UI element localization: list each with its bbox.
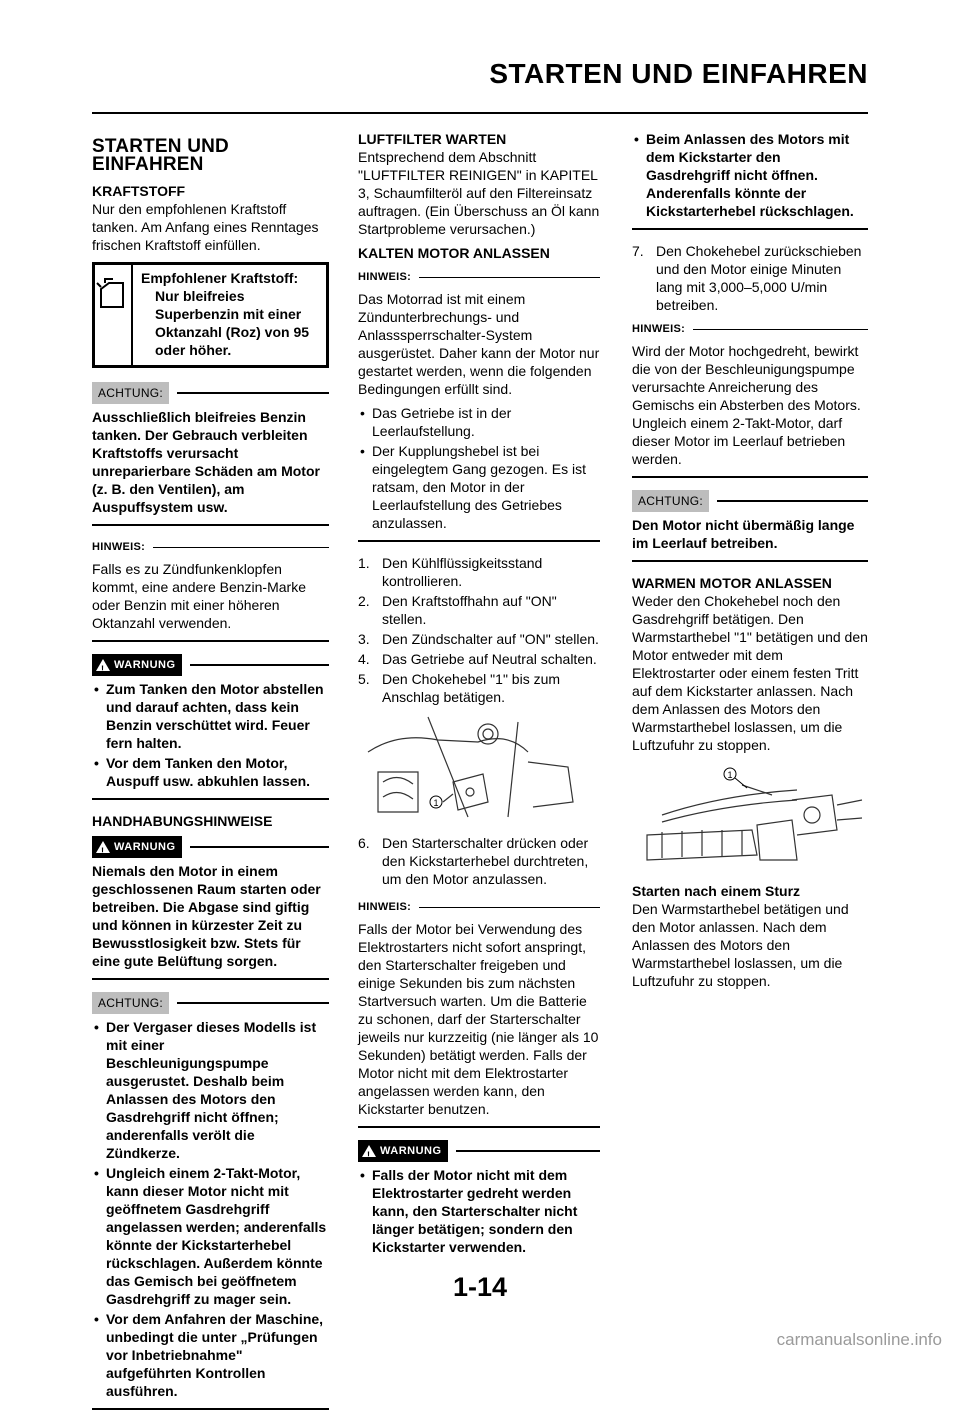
step-list-3 bbox=[632, 242, 868, 314]
section-title: STARTEN UND EINFAHREN bbox=[92, 136, 229, 175]
sturz-heading: Starten nach einem Sturz bbox=[632, 883, 801, 899]
step-item: 2. Den Kraftstoffhahn auf "ON" stellen. bbox=[358, 593, 557, 627]
hinweis-2-text: Das Motorrad ist mit einem Zündunterbrechungs- und Anlasssperrschalter-System ausgerüstet. Daher kann der Motor nur gestartet werden, wenn die folgenden Bedingungen erfüllt sind. bbox=[358, 291, 600, 397]
list-item: • Der Vergaser dieses Modells ist mit einer Beschleunigungspumpe ausgerustet. Deshalb beim Anlassen des Motors den Gasdrehgriff nicht öffnen; anderenfalls verölt die Zündkerze. bbox=[92, 1018, 329, 1162]
hinweis-2-list bbox=[358, 404, 600, 532]
warnung-notice-1 bbox=[92, 654, 329, 676]
achtung-badge: ACHTUNG: bbox=[92, 992, 169, 1014]
achtung-notice-3 bbox=[632, 490, 868, 512]
warning-triangle-icon bbox=[96, 841, 110, 853]
hinweis-label: HINWEIS: bbox=[92, 541, 146, 553]
hinweis-label: HINWEIS: bbox=[358, 271, 412, 283]
warm-heading: WARMEN MOTOR ANLASSEN bbox=[632, 575, 832, 591]
warnung-notice-2 bbox=[92, 836, 329, 858]
achtung-notice-2 bbox=[92, 992, 329, 1014]
warning-badge: ! WARNUNG bbox=[92, 654, 182, 676]
warnung-2-text: Niemals den Motor in einem geschlossenen Raum starten oder betreiben. Die Abgase sind giftig und können in kürzester Zeit zu Bewusstlosigkeit bzw. Stets für eine gute Belüftung sorgen. bbox=[92, 863, 321, 969]
list-item: • Vor dem Anfahren der Maschine, unbedingt die unter „Prüfungen vor Inbetriebnahme" aufgeführten Kontrollen ausführen. bbox=[92, 1310, 329, 1400]
step-item: 6. Den Starterschalter drücken oder den Kickstarterhebel durchtreten, um den Motor anzulassen. bbox=[358, 835, 589, 887]
list-item: • Der Kupplungshebel ist bei eingelegtem Gang gezogen. Es ist ratsam, den Motor in der Leerlaufstellung des Getriebes anzulassen. bbox=[358, 442, 600, 532]
page-number: 1-14 bbox=[452, 1272, 508, 1302]
hinweis-notice-2 bbox=[358, 268, 600, 286]
kalt-heading: KALTEN MOTOR ANLASSEN bbox=[358, 245, 550, 261]
header-rule bbox=[92, 112, 868, 114]
list-item: • Das Getriebe ist in der Leerlaufstellung. bbox=[358, 404, 600, 440]
step-list-2 bbox=[358, 834, 600, 888]
hinweis-label: HINWEIS: bbox=[358, 901, 412, 913]
step-item: 5. Den Chokehebel "1" bis zum Anschlag betätigen. bbox=[358, 671, 561, 705]
warnung-3-list bbox=[358, 1166, 600, 1256]
hinweis-1-text: Falls es zu Zündfunkenklopfen kommt, eine andere Benzin-Marke oder Benzin mit einer höheren Oktanzahl verwenden. bbox=[92, 561, 306, 631]
warnung-1-list bbox=[92, 680, 329, 790]
warning-triangle-icon bbox=[362, 1145, 376, 1157]
list-item: • Ungleich einem 2-Takt-Motor, kann dieser Motor nicht mit geöffnetem Gasdrehgriff angelassen werden; anderenfalls könnte der Kickstarterhebel rückschlagen. Außerdem könnte das Gemisch bei geöffnetem Gasdrehgriff zu mager sein. bbox=[92, 1164, 329, 1308]
list-item: • Falls der Motor nicht mit dem Elektrostarter gedreht werden kann, den Starterschalter nicht länger betätigen; sondern den Kickstarter verwenden. bbox=[358, 1166, 600, 1256]
warnung-notice-3 bbox=[358, 1140, 600, 1162]
list-item: • Beim Anlassen des Motors mit dem Kickstarter den Gasdrehgriff nicht öffnen. Anderenfalls könnte der Kickstarterhebel rückschlagen. bbox=[632, 130, 868, 220]
list-item: • Vor dem Tanken den Motor, Auspuff usw. abkuhlen lassen. bbox=[92, 754, 329, 790]
callout-1: 1 bbox=[727, 770, 733, 780]
fuel-can-icon bbox=[95, 265, 133, 365]
achtung-3-text: Den Motor nicht übermäßig lange im Leerlauf betreiben. bbox=[632, 517, 855, 551]
luftfilter-heading: LUFTFILTER WARTEN bbox=[358, 131, 507, 147]
fuel-recommendation-box bbox=[92, 262, 329, 368]
hinweis-notice-3 bbox=[358, 898, 600, 916]
achtung-notice-1 bbox=[92, 382, 329, 404]
callout-1: 1 bbox=[433, 798, 439, 808]
step-list bbox=[358, 554, 600, 706]
column-right bbox=[632, 130, 868, 996]
column-left bbox=[92, 130, 329, 1422]
luftfilter-text: Entsprechend dem Abschnitt "LUFTFILTER REINIGEN" in KAPITEL 3, Schaumfilteröl auf den Filtereinsatz auftragen. (Ein Überschuss an Öl kann Startprobleme verursachen.) bbox=[358, 149, 600, 237]
fuel-box-heading: Empfohlener Kraftstoff: bbox=[141, 270, 299, 286]
hinweis-3-text: Falls der Motor bei Verwendung des Elektrostarters nicht sofort anspringt, den Starterschalter freigeben und einige Sekunden bis zum nächsten Startversuch warten. Um die Batterie zu schonen, darf der Starterschalter jeweils nur kurzzeitig (nie länger als 10 Sekunden) betätigt werden. Falls der Motor nicht mit dem Elektrostarter angelassen werden kann, den Kickstarter benutzen. bbox=[358, 921, 599, 1117]
kraftstoff-heading: KRAFTSTOFF bbox=[92, 183, 186, 199]
step-item: 4. Das Getriebe auf Neutral schalten. bbox=[358, 651, 597, 667]
warning-badge: ! WARNUNG bbox=[358, 1140, 448, 1162]
hinweis-4-text: Wird der Motor hochgedreht, bewirkt die von der Beschleunigungspumpe verursachte Anreicherung des Gemischs ein Absterben des Motors. Ungleich einem 2-Takt-Motor, darf dieser Motor im Leerlauf betrieben werden. bbox=[632, 343, 861, 467]
hinweis-notice-4 bbox=[632, 320, 868, 338]
list-item: • Zum Tanken den Motor abstellen und darauf achten, dass kein Benzin verschüttet wird. Feuer fern halten. bbox=[92, 680, 329, 752]
achtung-badge: ACHTUNG: bbox=[632, 490, 709, 512]
step-item: 1. Den Kühlflüssigkeitsstand kontrollieren. bbox=[358, 555, 543, 589]
hinweis-notice-1 bbox=[92, 538, 329, 556]
page-header-title: STARTEN UND EINFAHREN bbox=[489, 58, 868, 89]
step-item: 7. Den Chokehebel zurückschieben und den Motor einige Minuten lang mit 3,000–5,000 U/min betreiben. bbox=[632, 243, 862, 313]
achtung-1-text: Ausschließlich bleifreies Benzin tanken. Der Gebrauch verbleiten Kraftstoffs verursacht unreparierbare Schäden am Motor (z. B. den Ventilen), am Auspuffsystem usw. bbox=[92, 409, 320, 515]
handhabung-heading: HANDHABUNGSHINWEISE bbox=[92, 813, 273, 829]
kraftstoff-text: Nur den empfohlenen Kraftstoff tanken. Am Anfang eines Renntages frischen Kraftstoff einfüllen. bbox=[92, 201, 319, 253]
watermark: carmanualsonline.info bbox=[776, 1330, 942, 1349]
warm-start-lever-illustration bbox=[632, 760, 868, 874]
warning-triangle-icon bbox=[96, 659, 110, 671]
achtung-2-list bbox=[92, 1018, 329, 1400]
hinweis-label: HINWEIS: bbox=[632, 323, 686, 335]
step-item: 3. Den Zündschalter auf "ON" stellen. bbox=[358, 631, 599, 647]
choke-lever-illustration bbox=[358, 712, 600, 826]
sturz-text: Den Warmstarthebel betätigen und den Motor anlassen. Nach dem Anlassen des Motors den Warmstarthebel loslassen, um die Luftzufuhr zu stoppen. bbox=[632, 901, 849, 989]
warnung-3-continued-list bbox=[632, 130, 868, 220]
fuel-box-body: Nur bleifreies Superbenzin mit einer Oktanzahl (Roz) von 95 oder höher. bbox=[155, 288, 310, 358]
column-middle bbox=[358, 130, 600, 1258]
warm-text: Weder den Chokehebel noch den Gasdrehgriff betätigen. Den Warmstarthebel "1" betätigen und den Motor entweder mit dem Elektrostarter oder einem festen Tritt auf dem Kickstarter anlassen. Nach dem Anlassen des Motors den Warmstarthebel loslassen, um die Luftzufuhr zu stoppen. bbox=[632, 593, 868, 753]
achtung-badge: ACHTUNG: bbox=[92, 382, 169, 404]
warning-badge: ! WARNUNG bbox=[92, 836, 182, 858]
